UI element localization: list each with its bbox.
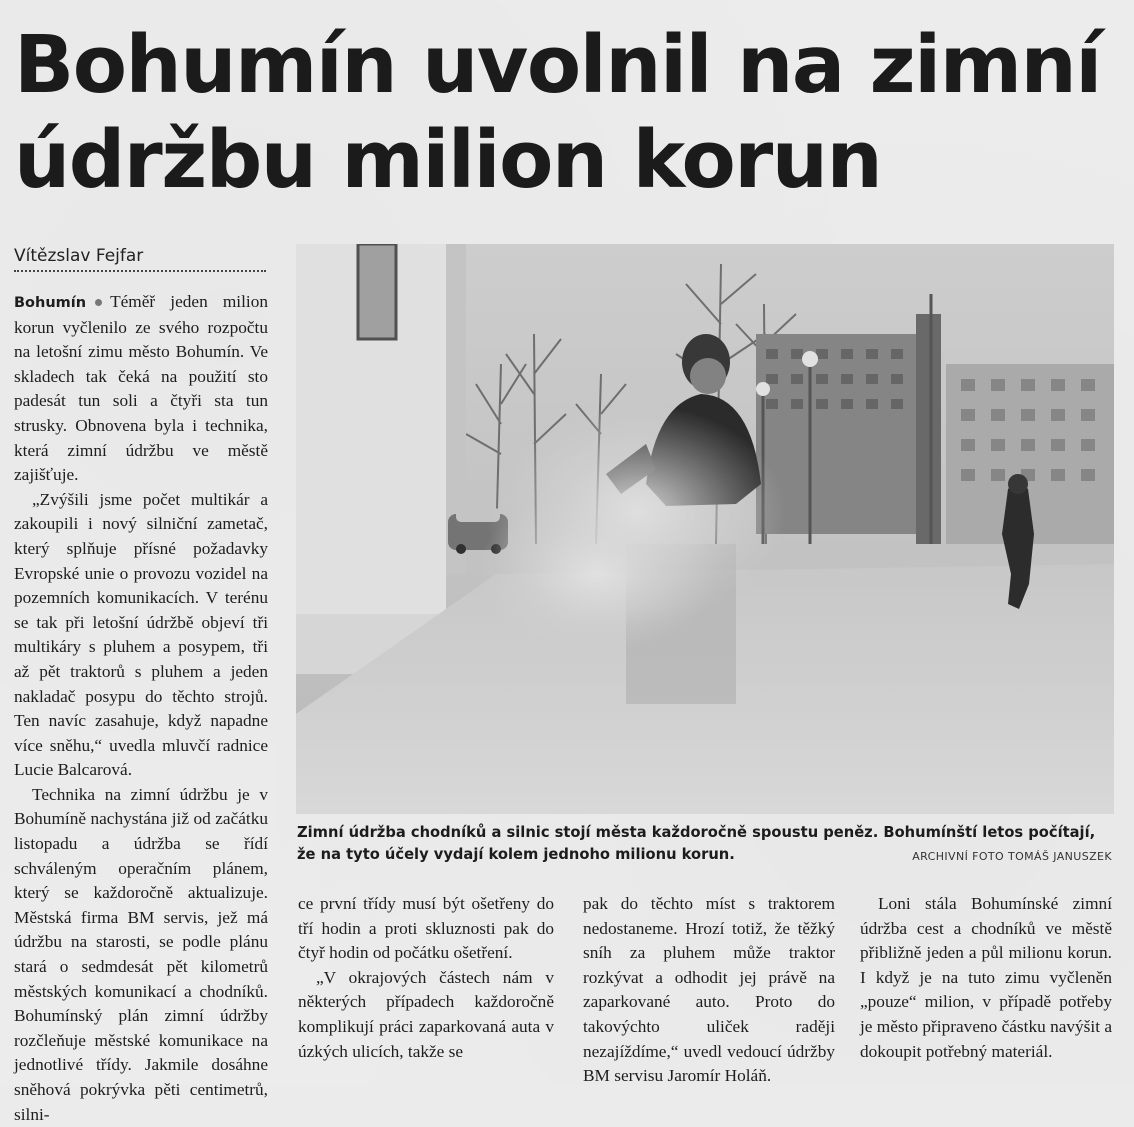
article-paragraph: „Zvýšili jsme počet multikár a zakoupili i nový silniční zametač, který splňuje přísné požadavky Evropské unie o provozu vozidel na pozemních komunikacích. V terénu se tak při letošní údržbě objeví tři multikáry s pluhem a posypem, tři až pět traktorů s pluhem a jeden nakladač posypu do těchto strojů. Ten navíc zasahuje, když napadne více sněhu,“ uvedla mluvčí radnice Lucie Balcarová. [14, 489, 268, 780]
article-paragraph: „V okrajových částech nám v některých případech každoročně komplikují práci zaparkovaná auta v úzkých ulicích, takže se [298, 967, 554, 1061]
photo-caption: Zimní údržba chodníků a silnic stojí města každoročně spoustu peněz. Bohumínští letos počítají, že na tyto účely vydají kolem jednoho milionu korun. [297, 824, 1096, 863]
article-paragraph: Loni stála Bohumínské zimní údržba cest a chodníků ve městě přibližně jeden a půl milionu korun. I když je na tuto zimu vyčleněn „pouze“ milion, v případě potřeby je město připraveno částku navýšit a dokoupit potřebný materiál. [860, 894, 1112, 1061]
dateline: Bohumín [14, 295, 87, 311]
article-column-1 [14, 290, 268, 1127]
article-photo [296, 244, 1114, 814]
author-byline: Vítězslav Fejfar [14, 244, 266, 272]
headline [14, 18, 1124, 208]
photo-credit: ARCHIVNÍ FOTO TOMÁŠ JANUSZEK [912, 850, 1112, 863]
article-column-2 [298, 892, 554, 1064]
headline-line-1: Bohumín uvolnil na zimní [14, 19, 1101, 111]
paragraph-text: Téměř jeden milion korun vyčlenilo ze svého rozpočtu na letošní zimu město Bohumín. Ve skladech tak čeká na použití sto padesát tun soli a čtyři sta tun strusky. Obnovena byla i technika, která zimní údržbu ve městě zajišťuje. [14, 292, 268, 485]
article-paragraph: ce první třídy musí být ošetřeny do tří hodin a proti skluznosti pak do čtyř hodin od počátku ošetření. [298, 894, 554, 963]
headline-line-2: údržbu milion korun [14, 114, 882, 206]
article-column-4 [860, 892, 1112, 1064]
article-column-3 [583, 892, 835, 1089]
article-paragraph [14, 290, 268, 488]
bullet-dot-icon [95, 299, 102, 306]
article-paragraph: pak do těchto míst s traktorem nedostaneme. Hrozí totiž, že těžký sníh za pluhem může traktor rozkývat a odhodit jej právě na zaparkované auto. Proto do takovýchto uliček raději nezajíždíme,“ uvedl vedoucí údržby BM servisu Jaromír Holáň. [583, 894, 835, 1086]
article-paragraph: Technika na zimní údržbu je v Bohumíně nachystána již od začátku listopadu a údržba se řídí schváleným operačním plánem, který se každoročně aktualizuje. Městská firma BM servis, jež má údržbu na starosti, se podle plánu stará o sedmdesát pět kilometrů městských komunikací a chodníků. Bohumínský plán zimní údržby rozčleňuje městské komunikace na jednotlivé třídy. Jakmile dosáhne sněhová pokrývka pěti centimetrů, silni- [14, 784, 268, 1124]
